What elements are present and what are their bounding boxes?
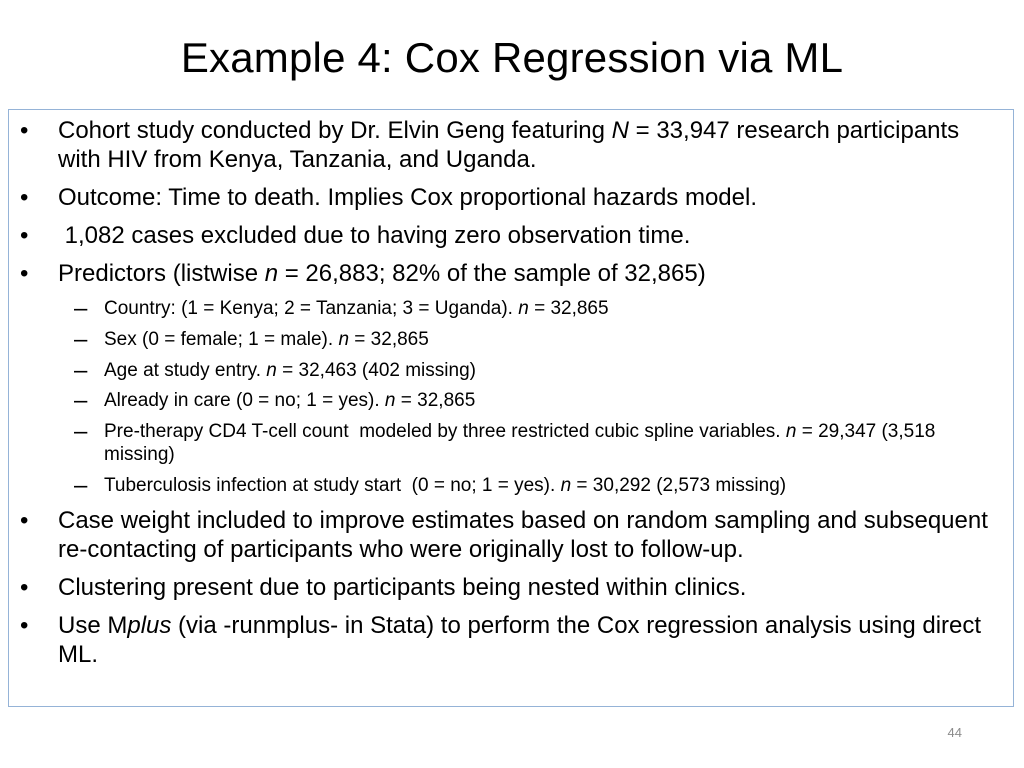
sub-bullet-text: Pre-therapy CD4 T-cell count modeled by three restricted cubic spline variables. [104,421,786,443]
sub-bullet-text: = 29,347 (3,518 missing) [104,421,936,466]
bullet-clustering [19,573,1003,602]
bullet-marker: • [20,117,29,144]
bullet-text: Case weight included to improve estimates based on random sampling and subsequent re-contacting of participants who were originally lost to follow-up. [58,506,988,563]
sub-bullet-marker: – [74,471,88,499]
bullet-marker: • [20,506,29,534]
bullet-list [19,116,1003,678]
sub-bullet-text: Already in care (0 = no; 1 = yes). [104,390,385,412]
bullet-text-italic: N [611,117,629,144]
bullet-cohort-study [19,116,1003,174]
sub-bullet-marker: – [74,418,88,446]
sub-bullet-cd4-count [19,420,1003,466]
bullet-text: Cohort study conducted by Dr. Elvin Geng featuring [58,117,612,144]
sub-bullet-marker: – [74,325,88,353]
sub-bullet-text-italic: n [785,421,797,443]
bullet-mplus [19,611,1003,669]
sub-bullet-text-italic: n [518,298,529,319]
sub-bullet-text: = 32,463 (402 missing) [276,359,476,381]
sub-bullet-tuberculosis [19,471,1003,499]
bullet-marker: • [20,260,29,287]
bullet-marker: • [20,222,29,249]
bullet-text: 1,082 cases excluded due to having zero observation time. [58,222,691,249]
bullet-text: Predictors (listwise [58,260,265,287]
sub-bullet-text: = 32,865 [349,328,429,350]
sub-bullet-text: = 32,865 [528,298,609,319]
sub-bullet-marker: – [74,387,88,415]
bullet-text: Use M [58,611,128,639]
sub-bullet-text: Age at study entry. [104,359,267,381]
slide-number: 44 [947,725,962,740]
slide-title: Example 4: Cox Regression via ML [180,34,844,81]
sub-bullet-text: Country: (1 = Kenya; 2 = Tanzania; 3 = Uganda). [104,298,519,319]
bullet-text: Outcome: Time to death. Implies Cox proportional hazards model. [58,184,757,211]
bullet-text: Clustering present due to participants being nested within clinics. [58,573,747,601]
bullet-case-weight [19,506,1003,564]
sub-bullet-text-italic: n [266,359,277,381]
sub-bullet-marker: – [74,356,88,384]
bullet-marker: • [20,184,29,211]
bullet-marker: • [20,573,29,601]
sub-bullet-text-italic: n [384,390,396,412]
sub-bullet-already-in-care [19,387,1003,415]
bullet-text-italic: n [264,260,279,287]
bullet-text: = 26,883; 82% of the sample of 32,865) [278,260,706,287]
sub-bullet-text: Sex (0 = female; 1 = male). [104,328,339,350]
bullet-excluded-cases [19,221,1003,250]
sub-bullet-marker: – [74,295,88,322]
sub-bullet-text: = 30,292 (2,573 missing) [571,474,787,496]
bullet-predictors [19,259,1003,497]
bullet-outcome [19,183,1003,212]
bullet-text-italic: plus [127,611,172,639]
bullet-text: (via -runmplus- in Stata) to perform the Cox regression analysis using direct ML. [58,611,982,668]
predictor-sub-list [19,297,1003,497]
sub-bullet-country [19,297,1003,320]
bullet-marker: • [20,611,29,639]
sub-bullet-text: Tuberculosis infection at study start (0 = no; 1 = yes). [104,474,561,496]
sub-bullet-text-italic: n [338,328,350,350]
sub-bullet-sex [19,325,1003,353]
sub-bullet-text-italic: n [560,474,572,496]
content-box [8,109,1014,707]
bullet-text: = 33,947 research participants with HIV from Kenya, Tanzania, and Uganda. [58,117,960,173]
sub-bullet-text: = 32,865 [395,390,476,412]
sub-bullet-age [19,356,1003,384]
